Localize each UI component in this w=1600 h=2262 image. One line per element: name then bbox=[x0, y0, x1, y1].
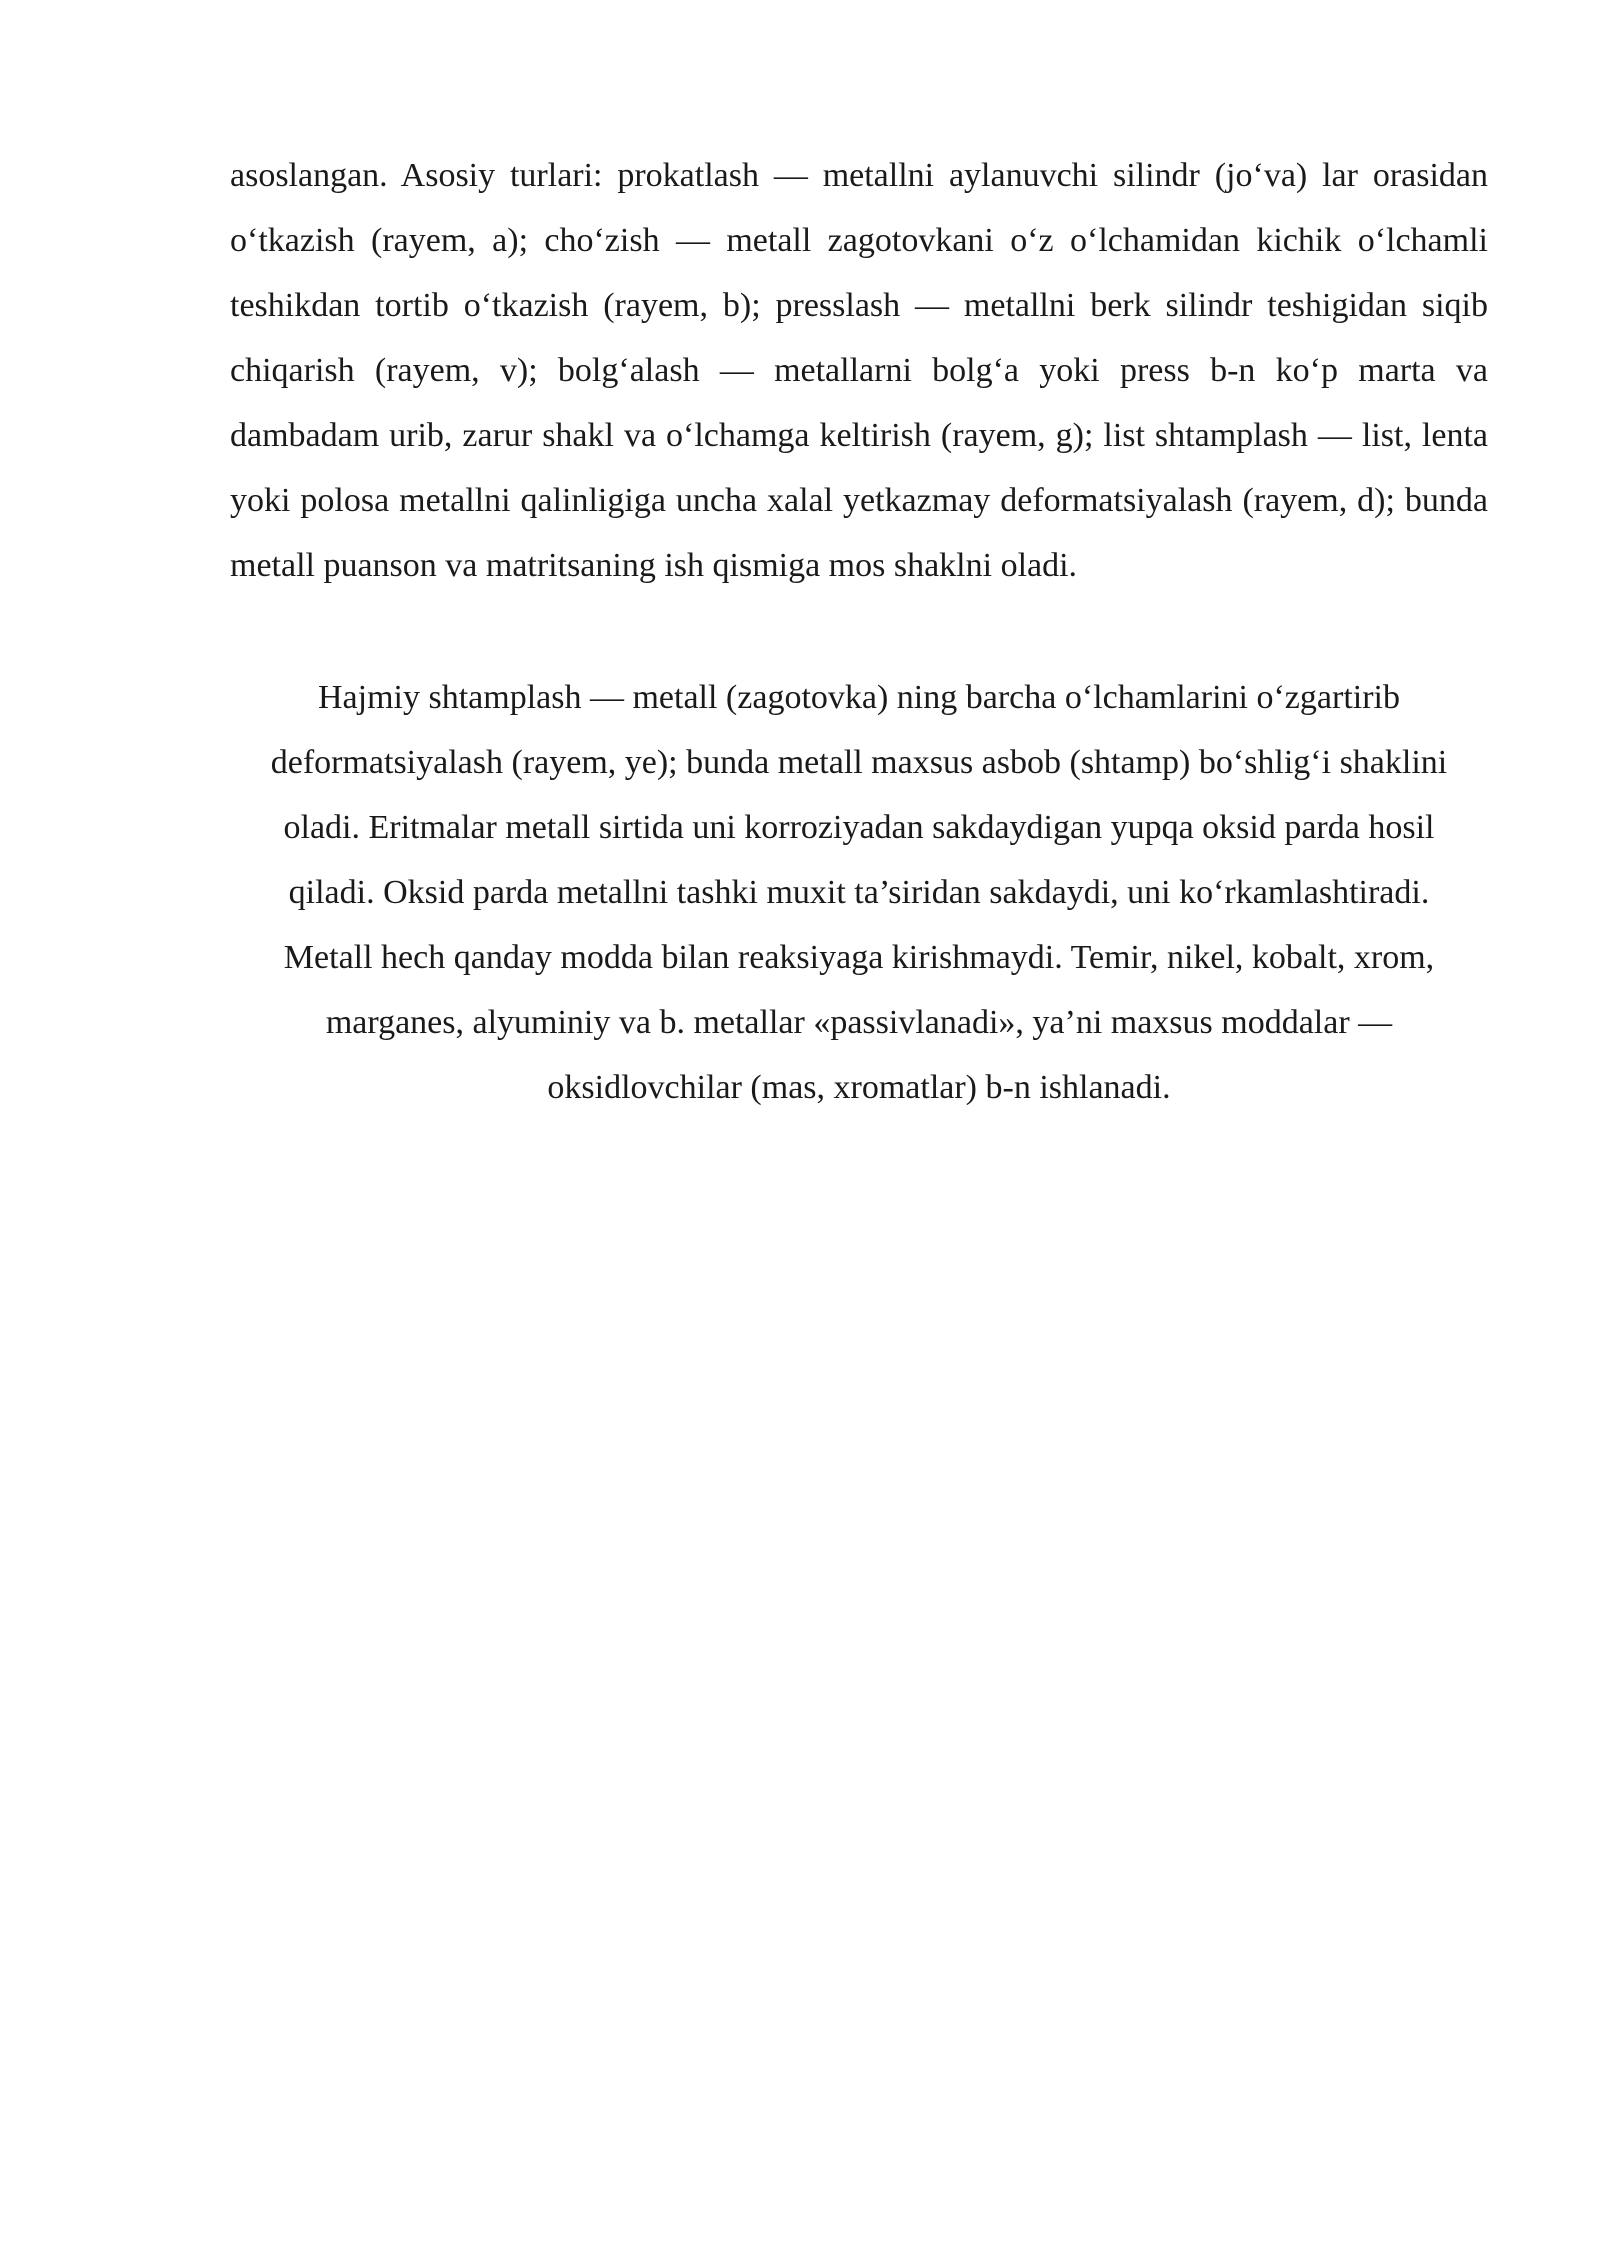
body-paragraph-2: Hajmiy shtamplash — metall (zagotovka) ning barcha o‘lchamlarini o‘zgartirib deformatsiyalash (rayem, ye); bunda metall maxsus asbob (shtamp) bo‘shlig‘i shaklini oladi. Eritmalar metall sirtida uni korroziyadan sakdaydigan yupqa oksid parda hosil qiladi. Oksid parda metallni tashki muxit ta’siridan sakdaydi, uni ko‘rkamlashtiradi. Metall hech qanday modda bilan reaksiyaga kirishmaydi. Temir, nikel, kobalt, xrom, marganes, alyuminiy va b. metallar «passivlanadi», ya’ni maxsus moddalar — oksidlovchilar (mas, xromatlar) b-n ishlanadi. bbox=[270, 679, 1448, 1106]
body-paragraph-1: asoslangan. Asosiy turlari: prokatlash — metallni aylanuvchi silindr (jo‘va) lar orasidan o‘tkazish (rayem, a); cho‘zish — metall zagotovkani o‘z o‘lchamidan kichik o‘lchamli teshikdan tortib o‘tkazish (rayem, b); presslash — metallni berk silindr teshigidan siqib chiqarish (rayem, v); bolg‘alash — metallarni bolg‘a yoki press b-n ko‘p marta va dambadam urib, zarur shakl va o‘lchamga keltirish (rayem, g); list shtamplash — list, lenta yoki polosa metallni qalinligiga uncha xalal yetkazmay deformatsiyalash (rayem, d); bunda metall puanson va matritsaning ish qismiga mos shaklni oladi. bbox=[230, 157, 1488, 584]
